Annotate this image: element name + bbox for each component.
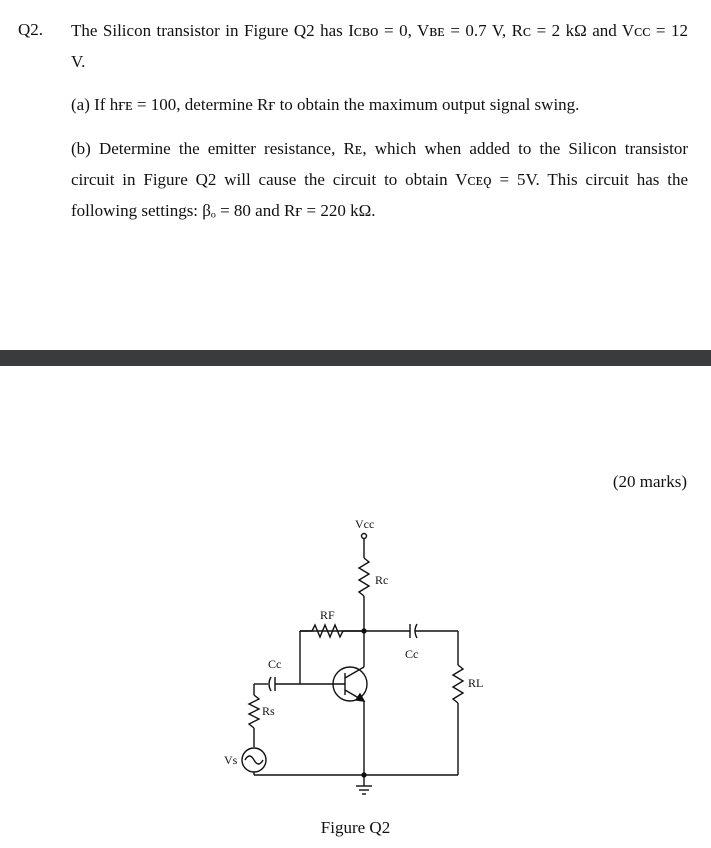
figure-caption: Figure Q2 — [320, 818, 391, 837]
intro-line-2: V. — [71, 52, 86, 71]
part-b-line-2: circuit in Figure Q2 will cause the circuit to obtain Vᴄᴇǫ = 5V. This circuit has the — [71, 170, 688, 189]
part-b-text — [71, 133, 688, 226]
part-b-line-1: (b) Determine the emitter resistance, Rᴇ, which when added to the Silicon transistor — [71, 139, 688, 158]
part-a-text: (a) If hғᴇ = 100, determine Rғ to obtain the maximum output signal swing. — [71, 95, 580, 114]
rl-resistor — [453, 665, 463, 703]
label-rs: Rs — [262, 704, 275, 718]
question-intro — [71, 15, 688, 77]
intro-line-1: The Silicon transistor in Figure Q2 has Iᴄʙᴏ = 0, Vʙᴇ = 0.7 V, Rᴄ = 2 kΩ and Vᴄᴄ = 12 — [71, 21, 688, 40]
label-vcc: Vcc — [355, 517, 375, 531]
label-rl: RL — [468, 676, 484, 690]
marks-label: (20 marks) — [612, 472, 687, 491]
question-number: Q2. — [18, 20, 44, 39]
label-rc: Rc — [375, 573, 389, 587]
label-vs: Vs — [224, 753, 238, 767]
rc-resistor — [359, 558, 369, 596]
label-rf: RF — [320, 608, 335, 622]
part-b-line-3: following settings: βₒ = 80 and Rғ = 220 kΩ. — [71, 201, 376, 220]
vcc-terminal — [362, 534, 367, 539]
section-divider — [0, 350, 711, 366]
rs-resistor — [249, 695, 259, 728]
label-cc-in: Cc — [268, 657, 282, 671]
cc-in-plate-1 — [269, 677, 271, 691]
circuit-diagram — [0, 500, 711, 810]
rf-resistor — [300, 625, 364, 637]
label-cc-out: Cc — [405, 647, 419, 661]
